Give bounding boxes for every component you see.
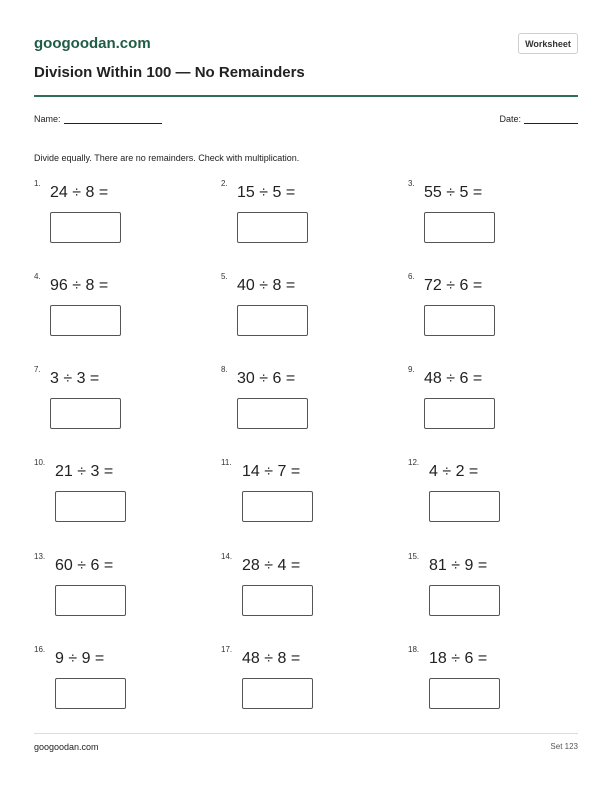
problem-expression: 4 ÷ 2 =	[429, 463, 479, 480]
problem-number: 12.	[408, 458, 420, 467]
problem-item	[408, 552, 558, 632]
problem-number: 1.	[34, 179, 41, 188]
answer-box[interactable]	[237, 398, 308, 429]
problem-item	[221, 552, 371, 632]
problem-item	[408, 179, 558, 259]
name-blank[interactable]	[64, 114, 162, 124]
footer-divider	[34, 733, 578, 734]
problem-number: 11.	[221, 458, 232, 467]
answer-box[interactable]	[50, 212, 121, 243]
problem-item	[34, 179, 184, 259]
problem-number: 6.	[408, 272, 415, 281]
footer-site: googoodan.com	[34, 742, 99, 752]
problem-expression: 18 ÷ 6 =	[429, 650, 488, 667]
date-field	[499, 114, 578, 124]
answer-box[interactable]	[237, 212, 308, 243]
answer-box[interactable]	[237, 305, 308, 336]
answer-box[interactable]	[55, 491, 126, 522]
problem-item	[34, 458, 184, 538]
brand-logo: googoodan.com	[34, 35, 151, 52]
problem-number: 2.	[221, 179, 228, 188]
problem-item	[221, 645, 371, 725]
problem-expression: 3 ÷ 3 =	[50, 370, 100, 387]
problem-expression: 21 ÷ 3 =	[55, 463, 114, 480]
problem-number: 4.	[34, 272, 41, 281]
answer-box[interactable]	[50, 398, 121, 429]
answer-box[interactable]	[242, 491, 313, 522]
page-title: Division Within 100 — No Remainders	[34, 64, 305, 81]
problem-expression: 24 ÷ 8 =	[50, 184, 109, 201]
problem-expression: 81 ÷ 9 =	[429, 557, 488, 574]
answer-box[interactable]	[424, 305, 495, 336]
answer-box[interactable]	[50, 305, 121, 336]
worksheet-badge: Worksheet	[518, 33, 578, 54]
name-label: Name:	[34, 114, 61, 124]
problem-number: 3.	[408, 179, 415, 188]
problem-number: 8.	[221, 365, 228, 374]
footer-set: Set 123	[550, 742, 578, 751]
answer-box[interactable]	[424, 212, 495, 243]
problem-item	[34, 272, 184, 352]
problem-item	[221, 458, 371, 538]
problem-number: 13.	[34, 552, 46, 561]
problem-number: 14.	[221, 552, 233, 561]
problem-expression: 9 ÷ 9 =	[55, 650, 105, 667]
problem-expression: 60 ÷ 6 =	[55, 557, 114, 574]
problem-expression: 48 ÷ 8 =	[242, 650, 301, 667]
problem-item	[408, 458, 558, 538]
answer-box[interactable]	[429, 585, 500, 616]
date-label: Date:	[499, 114, 521, 124]
problem-item	[221, 272, 371, 352]
problem-item	[34, 365, 184, 445]
problem-expression: 72 ÷ 6 =	[424, 277, 483, 294]
problem-item	[34, 552, 184, 632]
problem-number: 9.	[408, 365, 415, 374]
problem-item	[221, 179, 371, 259]
problem-number: 18.	[408, 645, 420, 654]
problem-expression: 40 ÷ 8 =	[237, 277, 296, 294]
answer-box[interactable]	[55, 678, 126, 709]
problem-expression: 96 ÷ 8 =	[50, 277, 109, 294]
problem-expression: 15 ÷ 5 =	[237, 184, 296, 201]
problem-number: 16.	[34, 645, 46, 654]
problem-item	[221, 365, 371, 445]
problem-item	[408, 645, 558, 725]
problem-expression: 28 ÷ 4 =	[242, 557, 301, 574]
answer-box[interactable]	[424, 398, 495, 429]
answer-box[interactable]	[242, 678, 313, 709]
problem-expression: 30 ÷ 6 =	[237, 370, 296, 387]
answer-box[interactable]	[55, 585, 126, 616]
problem-expression: 48 ÷ 6 =	[424, 370, 483, 387]
problem-number: 17.	[221, 645, 233, 654]
problem-number: 10.	[34, 458, 46, 467]
instructions: Divide equally. There are no remainders. Check with multiplication.	[34, 153, 300, 163]
problem-item	[408, 365, 558, 445]
problem-item	[408, 272, 558, 352]
problem-number: 15.	[408, 552, 420, 561]
answer-box[interactable]	[242, 585, 313, 616]
problem-number: 7.	[34, 365, 41, 374]
answer-box[interactable]	[429, 491, 500, 522]
answer-box[interactable]	[429, 678, 500, 709]
problem-expression: 14 ÷ 7 =	[242, 463, 301, 480]
problem-number: 5.	[221, 272, 228, 281]
problem-expression: 55 ÷ 5 =	[424, 184, 483, 201]
date-blank[interactable]	[524, 114, 578, 124]
name-field	[34, 114, 162, 124]
problem-item	[34, 645, 184, 725]
header-divider	[34, 95, 578, 97]
